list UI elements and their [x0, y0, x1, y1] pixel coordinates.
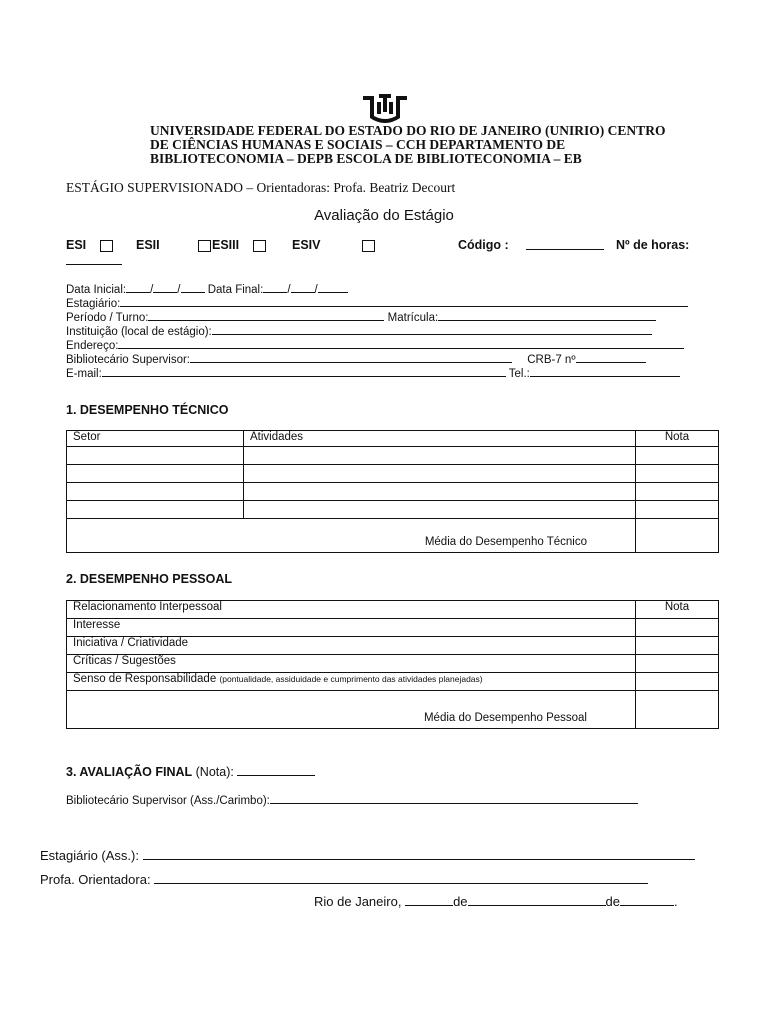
esiv-label: ESIV	[292, 238, 321, 252]
col-atividades: Atividades	[244, 431, 636, 447]
matricula-field[interactable]	[438, 309, 656, 321]
bibliotecario-label: Bibliotecário Supervisor:	[66, 354, 191, 366]
media-tecnico-nota[interactable]	[636, 519, 719, 553]
bibliotecario-ass-field[interactable]	[270, 792, 638, 804]
table-row	[67, 655, 719, 673]
nota-cell[interactable]	[636, 673, 719, 691]
estagiario-ass-row	[40, 848, 695, 863]
periodo-label: Período / Turno:	[66, 312, 149, 324]
desempenho-pessoal-table	[66, 600, 719, 729]
university-line: BIBLIOTECONOMIA – DEPB ESCOLA DE BIBLIOTECONOMIA – EB	[150, 151, 582, 166]
horas-field[interactable]	[66, 254, 122, 265]
nota-cell[interactable]	[636, 619, 719, 637]
table-row[interactable]	[67, 465, 719, 483]
instituicao-row	[66, 323, 652, 338]
codigo-label: Código :	[458, 238, 509, 252]
de-label: de	[453, 894, 468, 909]
periodo-row	[66, 309, 656, 324]
instituicao-field[interactable]	[212, 323, 652, 335]
es-options-row	[66, 238, 706, 258]
crb-field[interactable]	[576, 351, 646, 363]
media-pessoal-row	[67, 691, 719, 729]
nota-final-field[interactable]	[237, 764, 315, 776]
item-label: Senso de Responsabilidade (pontualidade, assiduidade e cumprimento das atividades planejadas)	[67, 673, 636, 691]
table-header-row	[67, 431, 719, 447]
media-tecnico-row	[67, 519, 719, 553]
estagiario-ass-field[interactable]	[143, 848, 695, 860]
estagio-line: ESTÁGIO SUPERVISIONADO – Orientadoras: Profa. Beatriz Decourt	[66, 180, 456, 195]
item-label: Críticas / Sugestões	[67, 655, 636, 673]
esi-label: ESI	[66, 238, 87, 252]
matricula-label: Matrícula:	[387, 312, 439, 324]
table-row[interactable]	[67, 483, 719, 501]
dates-row: Data Inicial: / / Data Final: / /	[66, 281, 348, 296]
esiv-checkbox[interactable]	[362, 240, 375, 252]
table-row	[67, 673, 719, 691]
nota-label: (Nota):	[195, 765, 234, 779]
item-label: Interesse	[67, 619, 636, 637]
item-label: Iniciativa / Criatividade	[67, 637, 636, 655]
endereco-row	[66, 337, 684, 352]
nota-cell[interactable]	[636, 655, 719, 673]
table-row	[67, 619, 719, 637]
end-dot: .	[674, 894, 678, 909]
university-line: UNIVERSIDADE FEDERAL DO ESTADO DO RIO DE JANEIRO (UNIRIO) CENTRO	[150, 123, 666, 138]
de-label: de	[605, 894, 621, 909]
media-pessoal-label: Média do Desempenho Pessoal	[67, 691, 636, 729]
orientadora-field[interactable]	[154, 872, 648, 884]
tel-field[interactable]	[530, 365, 680, 377]
university-header	[150, 124, 710, 166]
bibliotecario-ass-label: Bibliotecário Supervisor (Ass./Carimbo):	[66, 795, 270, 807]
table-row	[67, 637, 719, 655]
nota-cell[interactable]	[636, 637, 719, 655]
media-pessoal-nota[interactable]	[636, 691, 719, 729]
bibliotecario-row	[66, 351, 646, 366]
orientadora-row	[40, 872, 648, 887]
col-nota: Nota	[636, 431, 719, 447]
estagiario-ass-label: Estagiário (Ass.):	[40, 848, 139, 863]
desempenho-tecnico-table	[66, 430, 719, 553]
table-row	[67, 601, 719, 619]
estagiario-field[interactable]	[120, 295, 688, 307]
data-inicial-label: Data Inicial:	[66, 284, 127, 296]
data-inicial-year[interactable]	[181, 281, 205, 293]
day-field[interactable]	[405, 894, 453, 906]
email-field[interactable]	[102, 365, 506, 377]
item-label: Relacionamento Interpessoal	[67, 601, 636, 619]
horas-label: Nº de horas:	[616, 238, 690, 252]
esiii-label: ESIII	[212, 238, 240, 252]
bibliotecario-ass-row	[66, 792, 638, 807]
crb-label: CRB-7 nº	[527, 354, 576, 366]
table-row[interactable]	[67, 447, 719, 465]
data-inicial-day[interactable]	[126, 281, 150, 293]
unirio-logo-icon	[360, 92, 410, 126]
table-row[interactable]	[67, 501, 719, 519]
data-inicial-month[interactable]	[153, 281, 177, 293]
endereco-field[interactable]	[118, 337, 684, 349]
col-setor: Setor	[67, 431, 244, 447]
senso-note: (pontualidade, assiduidade e cumprimento das atividades planejadas)	[219, 674, 483, 684]
email-row	[66, 365, 680, 380]
col-nota: Nota	[636, 601, 719, 619]
esii-checkbox[interactable]	[198, 240, 211, 252]
university-line: DE CIÊNCIAS HUMANAS E SOCIAIS – CCH DEPARTAMENTO DE	[150, 137, 566, 152]
tel-label: Tel.:	[508, 368, 530, 380]
email-label: E-mail:	[66, 368, 102, 380]
periodo-field[interactable]	[148, 309, 384, 321]
section1-heading: 1. DESEMPENHO TÉCNICO	[66, 403, 229, 417]
orientadora-label: Profa. Orientadora:	[40, 872, 151, 887]
media-tecnico-label: Média do Desempenho Técnico	[67, 519, 636, 553]
month-field[interactable]	[468, 894, 606, 906]
bibliotecario-field[interactable]	[190, 351, 512, 363]
estagiario-label: Estagiário:	[66, 298, 121, 310]
page-title: Avaliação do Estágio	[314, 207, 454, 224]
date-place-row	[314, 894, 678, 909]
year-field[interactable]	[620, 894, 674, 906]
section3-heading: 3. AVALIAÇÃO FINAL	[66, 765, 193, 779]
data-final-year[interactable]	[318, 281, 348, 293]
avaliacao-final-row	[66, 764, 315, 779]
esiii-checkbox[interactable]	[253, 240, 266, 252]
esi-checkbox[interactable]	[100, 240, 113, 252]
data-final-day[interactable]	[263, 281, 287, 293]
estagiario-row	[66, 295, 688, 310]
data-final-month[interactable]	[291, 281, 315, 293]
esii-label: ESII	[136, 238, 160, 252]
data-final-label: Data Final:	[207, 284, 264, 296]
endereco-label: Endereço:	[66, 340, 119, 352]
rio-label: Rio de Janeiro,	[314, 894, 402, 909]
instituicao-label: Instituição (local de estágio):	[66, 326, 212, 338]
section2-heading: 2. DESEMPENHO PESSOAL	[66, 572, 233, 586]
